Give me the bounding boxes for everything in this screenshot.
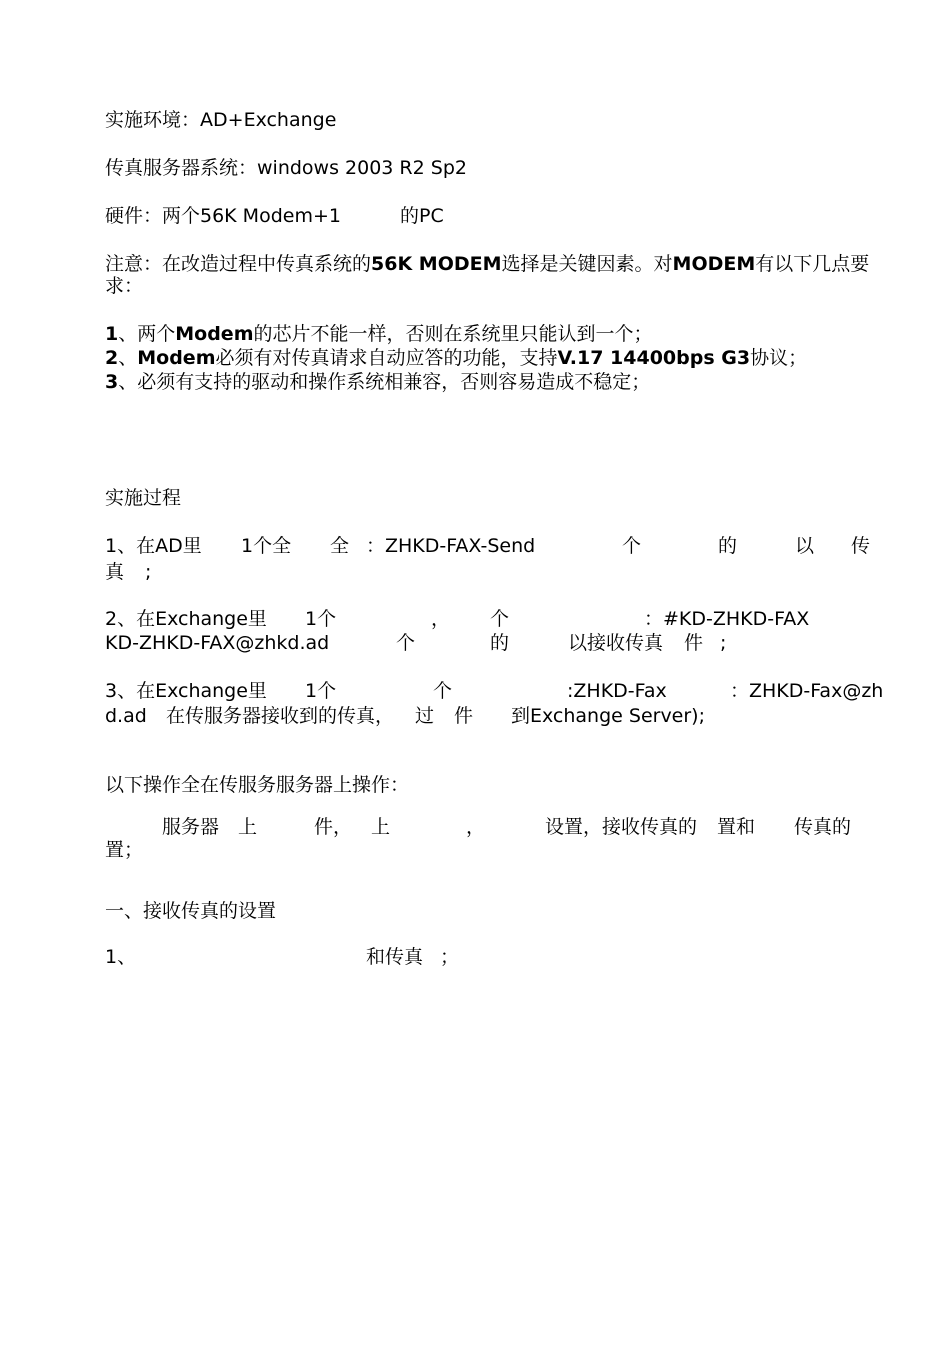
fax-server-os-value: windows 2003 R2 Sp2 [257,157,467,179]
hardware-value: 的PC [400,205,444,227]
step2-g: 个 [396,632,416,654]
step1-h: 传 [851,535,871,557]
step3-c: 个 [433,680,453,702]
environment-line [105,108,336,132]
requirement-1-text-a: 、两个 [118,323,176,345]
step2-a: 2、在Exchange里 [105,608,267,630]
ops-b: 上 [238,816,258,838]
step3-h: 过 [415,705,435,727]
step1-d: ：ZHKD-FAX-Send [366,535,536,557]
ops-g: 置和 [717,816,756,838]
requirement-3-text: 、必须有支持的驱动和操作系统相兼容，否则容易造成不稳定； [118,371,651,393]
step1-e: 个 [622,535,642,557]
fax-server-os-line [105,156,467,180]
hardware-line [105,204,341,228]
step2-c: ， [431,608,451,630]
requirement-2-text-a: 、 [118,347,138,369]
step2-f: KD-ZHKD-FAX@zhkd.ad [105,632,330,654]
note-prefix: 注意：在改造过程中传真系统的 [105,253,372,275]
step2-b: 1个 [305,608,337,630]
step2-j: 件 [684,632,704,654]
step1-b: 1个全 [241,535,292,557]
environment-value: AD+Exchange [200,109,337,131]
step3-b: 1个 [305,680,337,702]
requirement-2-bold-a: Modem [137,347,216,369]
step1-g: 以 [795,535,815,557]
step3-a: 3、在Exchange里 [105,680,267,702]
step1-a: 1、在AD里 [105,535,202,557]
step1-j: ; [145,561,152,583]
requirement-3 [105,370,650,394]
process-title: 实施过程 [105,487,182,509]
step1-i: 真 [105,561,125,583]
note-mid: 选择是关键因素。对 [501,253,673,275]
step2-k: ; [720,632,727,654]
requirement-1-bold: Modem [175,323,254,345]
requirement-2-text-b: 必须有对传真请求自动应答的功能，支持 [215,347,558,369]
note-suffix: 有以下几点要 [755,253,870,275]
ops-f: 设置，接收传真的 [545,816,698,838]
ops-e: ， [466,816,486,838]
ops-d: 上 [371,816,391,838]
requirement-2-number: 2 [105,347,119,369]
step1-c: 全 [330,535,350,557]
note-line-2: 求： [105,275,144,297]
operations-intro: 以下操作全在传服务服务器上操作： [105,774,410,796]
hardware-label: 硬件：两个56K Modem+1 [105,205,341,227]
step2-i: 以接收传真 [568,632,664,654]
requirement-1-number: 1 [105,323,119,345]
section1-title: 一、接收传真的设置 [105,900,277,922]
step3-j: 到Exchange Server); [511,705,705,727]
ops-a: 服务器 [162,816,220,838]
sec1-step1-a: 1、 [105,946,137,968]
step3-i: 件 [454,705,474,727]
requirement-3-number: 3 [105,371,119,393]
step2-h: 的 [490,632,510,654]
note-line-1 [105,252,869,276]
note-bold-modem-1: 56K MODEM [371,253,502,275]
requirement-2-bold-b: V.17 14400bps G3 [557,347,751,369]
note-bold-modem-2: MODEM [672,253,756,275]
step3-d: :ZHKD-Fax [567,680,667,702]
step1-f: 的 [718,535,738,557]
step2-d: 个 [490,608,510,630]
ops-h: 传真的 [794,816,852,838]
sec1-step1-b: 和传真 [366,946,424,968]
step3-e: ：ZHKD-Fax@zh [730,680,884,702]
environment-label: 实施环境： [105,109,201,131]
step3-g: 在传服务器接收到的传真， [166,705,395,727]
requirement-1-text-b: 的芯片不能一样，否则在系统里只能认到一个； [253,323,653,345]
sec1-step1-c: ； [440,946,460,968]
requirement-1 [105,322,653,346]
step2-e: ：#KD-ZHKD-FAX [644,608,810,630]
requirement-2 [105,346,807,370]
fax-server-os-label: 传真服务器系统： [105,157,258,179]
requirement-2-text-c: 协议； [750,347,808,369]
ops-c: 件， [314,816,353,838]
step3-f: d.ad [105,705,147,727]
ops-i: 置； [105,839,144,861]
